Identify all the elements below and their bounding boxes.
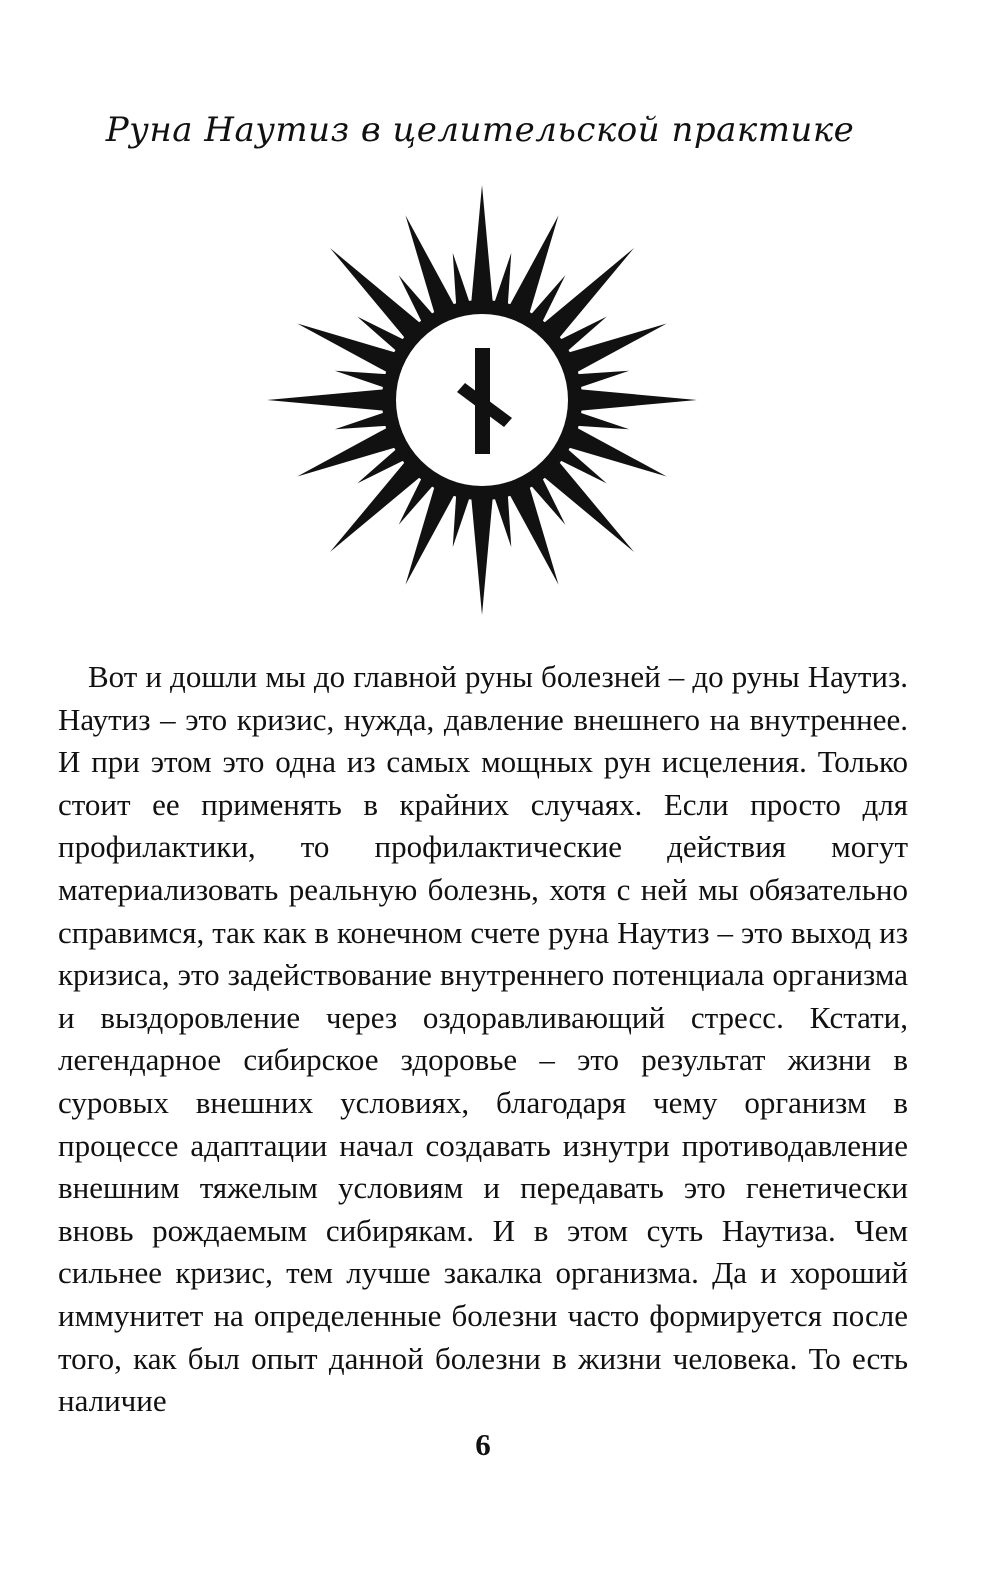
sun-ray-short xyxy=(577,412,630,429)
sun-ray-short xyxy=(335,412,388,429)
page-number: 6 xyxy=(475,1427,491,1462)
sun-ray-long xyxy=(267,389,385,411)
sun-ray-short xyxy=(494,253,511,306)
sun-ray-short xyxy=(453,253,470,306)
sun-ray-short xyxy=(577,371,630,388)
page-title: Руна Наутиз в целительской практике xyxy=(105,110,855,150)
sun-ray-long xyxy=(579,389,697,411)
sun-ray-long xyxy=(543,248,634,339)
sun-ray-long xyxy=(471,185,493,303)
body-paragraph: Вот и дошли мы до главной руны болезней – до руны Наутиз. Наутиз – это кризис, нужда, давление внешнего на внутреннее. И при этом это одна из самых мощных рун исцеления. Только стоит ее применять в крайних случаях. Если просто для профилактики, то профилактические действия могут материализовать реальную болезнь, хотя с ней мы обязательно справимся, так как в конечном счете руна Наутиз – это выход из кризиса, это задействование внутреннего потенциала организма и выздоровление через оздоравливающий стресс. Кстати, легендарное сибирское здоровье – это результат жизни в суровых внешних условиях, благодаря чему организм в процессе адаптации начал создавать изнутри противодавление внешним тяжелым условиям и передавать это генетически вновь рождаемым сибирякам. И в этом суть Наутиза. Чем сильнее кризис, тем лучше закалка организма. Да и хороший иммунитет на определенные болезни часто формируется после того, как был опыт данной болезни в жизни человека. То есть наличие xyxy=(58,659,908,1419)
sun-ray-long xyxy=(471,497,493,615)
nauthiz-sun-emblem xyxy=(262,180,702,620)
sun-ray-short xyxy=(453,495,470,548)
sun-ray-long xyxy=(330,248,421,339)
sun-ray-short xyxy=(335,371,388,388)
sun-ray-long xyxy=(330,461,421,552)
sun-ray-short xyxy=(494,495,511,548)
sun-ray-long xyxy=(543,461,634,552)
